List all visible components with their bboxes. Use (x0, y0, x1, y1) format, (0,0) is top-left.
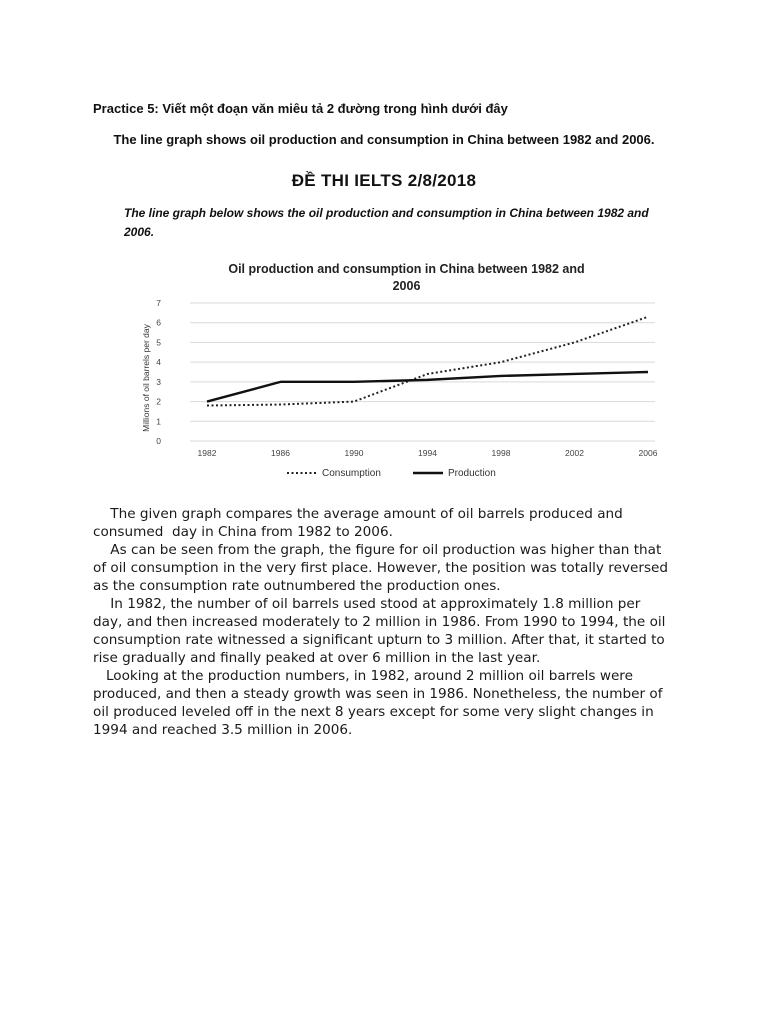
x-tick-label: 1994 (418, 448, 437, 458)
x-tick-label: 2006 (638, 448, 658, 458)
exam-title: ĐỀ THI IELTS 2/8/2018 (291, 171, 477, 190)
y-tick-label: 4 (156, 357, 161, 368)
essay-paragraph-4: Looking at the production numbers, in 1982, around 2 million oil barrels were produced, and then a steady growth was seen in 1986. Nonetheless, the number of oil produced leveled off in the next 8 years except for some very slight changes in 1994 and reached 3.5 million in 2006. (93, 668, 667, 738)
graph-intro: The line graph shows oil production and consumption in China between 1982 and 2006. (113, 132, 655, 147)
line-chart (135, 255, 665, 490)
legend-label-production: Production (448, 468, 496, 479)
practice-heading: Practice 5: Viết một đoạn văn miêu tả 2 đường trong hình dưới đây (93, 101, 508, 116)
x-tick-label: 2002 (565, 448, 584, 458)
y-tick-label: 3 (156, 376, 161, 387)
y-tick-label: 7 (156, 298, 161, 308)
x-tick-label: 1990 (344, 448, 364, 458)
essay (93, 505, 673, 739)
y-tick-label: 5 (156, 337, 161, 348)
x-tick-label: 1986 (271, 448, 290, 458)
y-tick-label: 6 (156, 317, 161, 328)
y-tick-label: 2 (156, 396, 161, 407)
legend-label-consumption: Consumption (322, 468, 381, 479)
essay-paragraph-2: As can be seen from the graph, the figure for oil production was higher than that of oil consumption in the very first place. However, the position was totally reversed as the consumption rate outnumbered the production ones. (93, 542, 673, 594)
x-tick-label: 1982 (197, 448, 217, 458)
chart-title-line: 2006 (392, 279, 421, 293)
y-tick-label: 1 (156, 416, 161, 427)
task-prompt: The line graph below shows the oil production and consumption in China between 1982 and 2006. (124, 206, 649, 239)
y-tick-label: 0 (156, 436, 161, 446)
chart-title-line: Oil production and consumption in China between 1982 and (228, 262, 585, 276)
x-tick-label: 1998 (491, 448, 511, 458)
series-line-consumption (207, 317, 648, 406)
essay-paragraph-1: The given graph compares the average amount of oil barrels produced and consumed day in China from 1982 to 2006. (93, 506, 628, 540)
essay-paragraph-3: In 1982, the number of oil barrels used stood at approximately 1.8 million per day, and then increased moderately to 2 million in 1986. From 1990 to 1994, the oil consumption rate witnessed a significant upturn to 3 million. After that, it started to rise gradually and finally peaked at over 6 million in the last year. (93, 596, 670, 666)
series-line-production (207, 372, 648, 402)
y-axis-label: Millions of oil barrels per day (141, 324, 151, 432)
